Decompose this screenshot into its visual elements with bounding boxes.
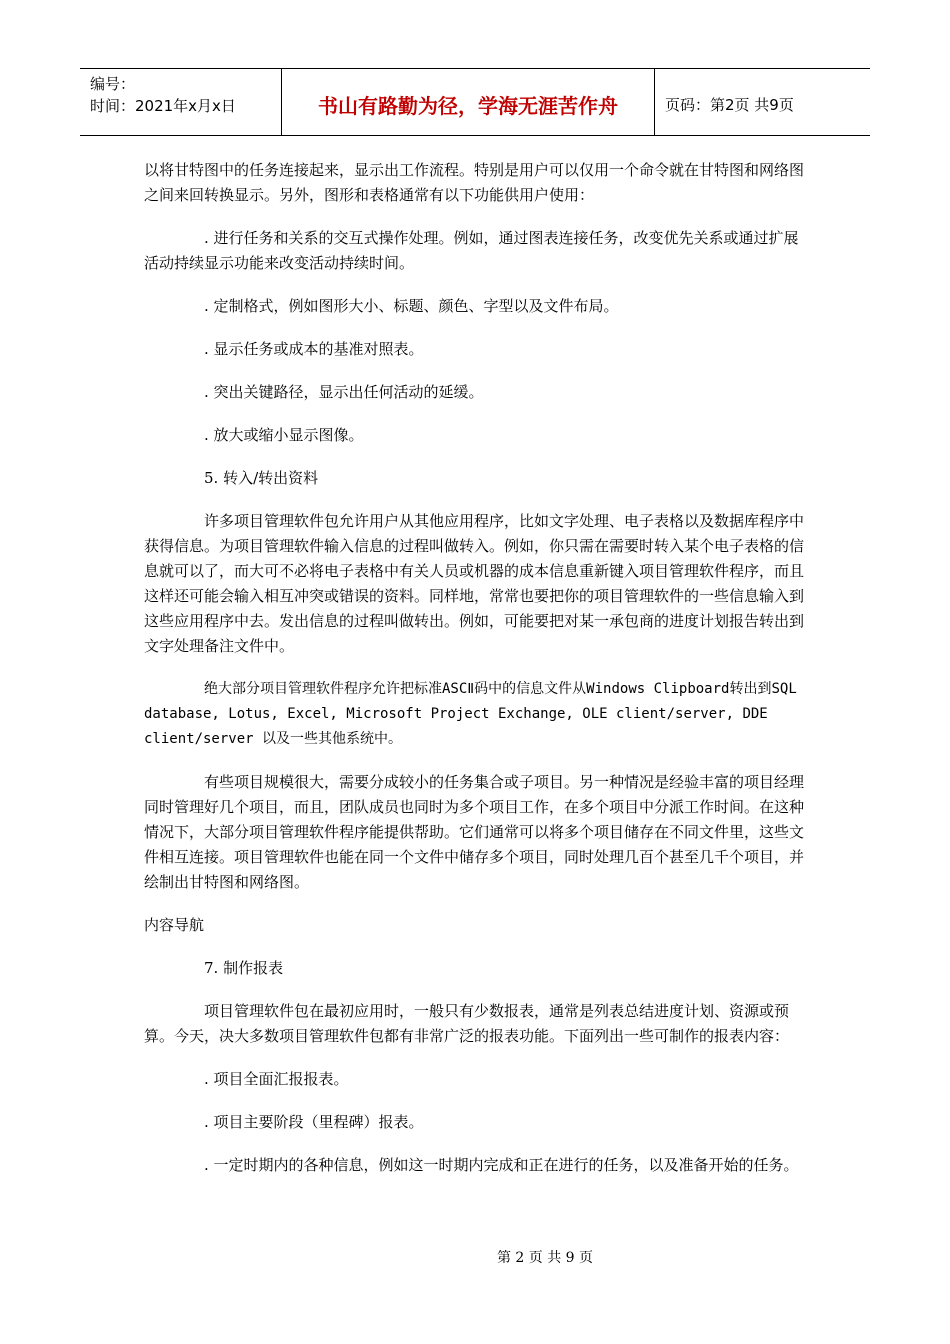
paragraph: 许多项目管理软件包允许用户从其他应用程序，比如文字处理、电子表格以及数据库程序中获得信息。为项目管理软件输入信息的过程叫做转入。例如，你只需在需要时转入某个电子表格的信息就可以了，而大可不必将电子表格中有关人员或机器的成本信息重新键入项目管理软件程序，而且这样还可能会输入相互冲突或错误的资料。同样地，常常也要把你的项目管理软件的一些信息输入到这些应用程序中去。发出信息的过程叫做转出。例如，可能要把对某一承包商的进度计划报告转出到文字处理备注文件中。: [144, 512, 805, 655]
section-heading: 5. 转入/转出资料: [204, 469, 319, 487]
number-label: 编号：: [90, 75, 136, 93]
bullet-item: . 突出关键路径，显示出任何活动的延缓。: [204, 383, 484, 401]
header-motto: 书山有路勤为径，学海无涯苦作舟: [282, 69, 655, 135]
paragraph: 以将甘特图中的任务连接起来，显示出工作流程。特别是用户可以仅用一个命令就在甘特图和网络图之间来回转换显示。另外，图形和表格通常有以下功能供用户使用：: [144, 161, 805, 204]
document-header: [80, 68, 870, 136]
paragraph: 有些项目规模很大，需要分成较小的任务集合或子项目。另一种情况是经验丰富的项目经理同时管理好几个项目，而且，团队成员也同时为多个项目工作，在多个项目中分派工作时间。在这种情况下，大部分项目管理软件程序能提供帮助。它们通常可以将多个项目储存在不同文件里，这些文件相互连接。项目管理软件也能在同一个文件中储存多个项目，同时处理几百个甚至几千个项目，并绘制出甘特图和网络图。: [144, 773, 805, 891]
bullet-item: . 显示任务或成本的基准对照表。: [204, 340, 424, 358]
bullet-item: . 项目全面汇报报表。: [204, 1070, 349, 1088]
header-page-info: 页码：第2页 共9页: [665, 95, 794, 114]
bullet-item: . 进行任务和关系的交互式操作处理。例如，通过图表连接任务，改变优先关系或通过扩展活动持续显示功能来改变活动持续时间。: [144, 229, 799, 272]
header-meta: [80, 69, 282, 135]
paragraph: 绝大部分项目管理软件程序允许把标准ASCⅡ码中的信息文件从Windows Clipboard转出到SQL database, Lotus, Excel, Microsoft Project Exchange, OLE client/server, DDE client/server 以及一些其他系统中。: [144, 681, 797, 747]
content-nav-label: 内容导航: [144, 916, 205, 934]
document-body: [144, 158, 812, 1196]
page-footer: 第 2 页 共 9 页: [496, 1250, 594, 1266]
bullet-item: . 项目主要阶段（里程碑）报表。: [204, 1113, 424, 1131]
bullet-item: . 一定时期内的各种信息，例如这一时期内完成和正在进行的任务，以及准备开始的任务。: [204, 1156, 799, 1174]
bullet-item: . 定制格式，例如图形大小、标题、颜色、字型以及文件布局。: [204, 297, 619, 315]
bullet-item: . 放大或缩小显示图像。: [204, 426, 364, 444]
section-heading: 7. 制作报表: [204, 959, 284, 977]
paragraph: 项目管理软件包在最初应用时，一般只有少数报表，通常是列表总结进度计划、资源或预算。今天，决大多数项目管理软件包都有非常广泛的报表功能。下面列出一些可制作的报表内容：: [144, 1002, 790, 1045]
date-label: 时间：2021年x月x日: [90, 97, 236, 115]
